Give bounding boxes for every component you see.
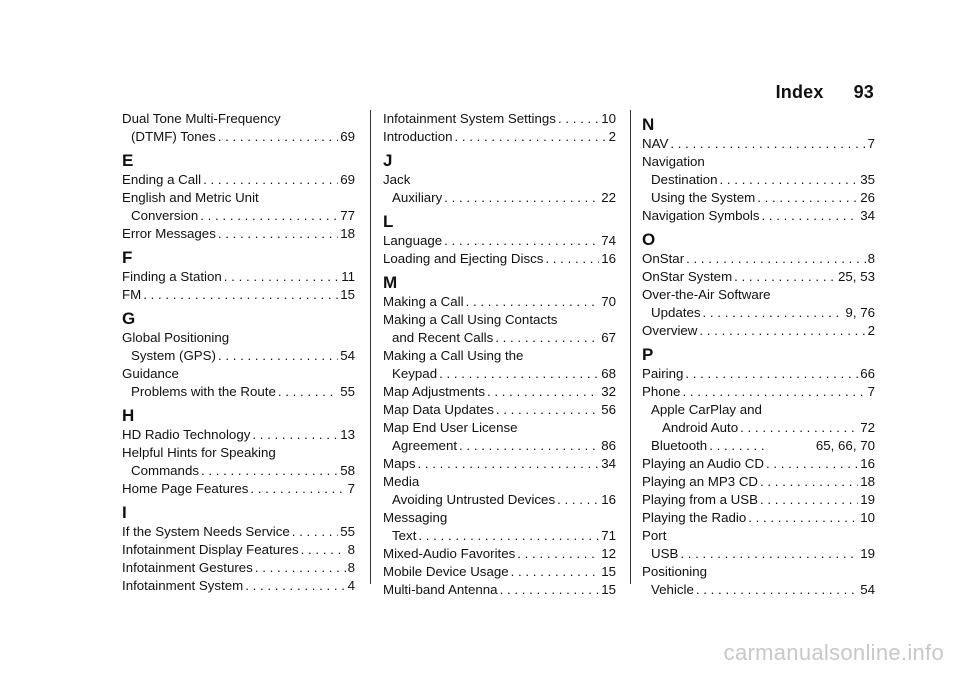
- entry-text: Infotainment Gestures: [122, 560, 253, 575]
- index-column-2: [383, 110, 616, 599]
- section-letter: N: [642, 115, 655, 134]
- index-entry: [642, 383, 875, 401]
- dot-leader: [558, 110, 599, 128]
- index-entry: [122, 128, 355, 146]
- section-letter: P: [642, 345, 654, 364]
- index-entry: [383, 545, 616, 563]
- index-entry: [642, 545, 875, 563]
- page-ref: 16: [860, 456, 875, 471]
- entry-text: Destination: [651, 172, 718, 187]
- page-ref: 55: [340, 384, 355, 399]
- dot-leader: [418, 455, 600, 473]
- index-entry: [642, 268, 875, 286]
- entry-text: Infotainment System Settings: [383, 111, 556, 126]
- dot-leader: [511, 563, 600, 581]
- dot-leader: [699, 322, 865, 340]
- index-heading: Media: [383, 474, 420, 489]
- column-divider: [370, 110, 371, 584]
- index-entry: [642, 581, 875, 599]
- index-entry: [642, 455, 875, 473]
- dot-leader: [496, 401, 599, 419]
- dot-leader: [760, 491, 858, 509]
- index-entry: [642, 509, 875, 527]
- index-entry: [122, 462, 355, 480]
- index-heading: Apple CarPlay and: [651, 402, 762, 417]
- entry-text: Text: [392, 528, 417, 543]
- index-title: Index: [775, 82, 824, 102]
- entry-text: Problems with the Route: [131, 384, 276, 399]
- entry-text: USB: [651, 546, 679, 561]
- page-ref: 26: [860, 190, 875, 205]
- entry-text: Map Adjustments: [383, 384, 485, 399]
- entry-text: Playing an Audio CD: [642, 456, 764, 471]
- page-ref: 7: [867, 136, 875, 151]
- entry-text: Map Data Updates: [383, 402, 494, 417]
- dot-leader: [557, 491, 599, 509]
- index-entry: [122, 541, 355, 559]
- entry-text: Multi-band Antenna: [383, 582, 498, 597]
- dot-leader: [685, 365, 858, 383]
- page-ref: 56: [601, 402, 616, 417]
- dot-leader: [720, 171, 859, 189]
- section-letter: F: [122, 248, 133, 267]
- dot-leader: [545, 250, 599, 268]
- entry-text: Updates: [651, 305, 701, 320]
- index-heading: English and Metric Unit: [122, 190, 259, 205]
- entry-text: Language: [383, 233, 443, 248]
- entry-text: Avoiding Untrusted Devices: [392, 492, 556, 507]
- index-heading: Jack: [383, 172, 411, 187]
- entry-text: Infotainment System: [122, 578, 244, 593]
- page-ref: 19: [860, 546, 875, 561]
- page-ref: 10: [860, 510, 875, 525]
- page-ref: 10: [601, 111, 616, 126]
- index-entry: [122, 286, 355, 304]
- index-column-1: [122, 110, 355, 595]
- dot-leader: [734, 268, 836, 286]
- page-ref: 86: [601, 438, 616, 453]
- entry-text: Introduction: [383, 129, 453, 144]
- page-ref: 18: [860, 474, 875, 489]
- dot-leader: [686, 250, 865, 268]
- entry-text: Agreement: [392, 438, 458, 453]
- section-letter: L: [383, 212, 394, 231]
- entry-text: Error Messages: [122, 226, 216, 241]
- entry-text: Ending a Call: [122, 172, 202, 187]
- dot-leader: [696, 581, 858, 599]
- dot-leader: [487, 383, 599, 401]
- page-ref: 15: [601, 582, 616, 597]
- index-entry: [122, 480, 355, 498]
- dot-leader: [418, 527, 599, 545]
- entry-text: Mobile Device Usage: [383, 564, 509, 579]
- page-ref: 70: [601, 294, 616, 309]
- dot-leader: [255, 559, 346, 577]
- index-entry: [122, 559, 355, 577]
- entry-text: FM: [122, 287, 142, 302]
- dot-leader: [670, 135, 865, 153]
- page-ref: 58: [340, 463, 355, 478]
- index-entry: [383, 189, 616, 207]
- section-letter: O: [642, 230, 656, 249]
- index-entry: [383, 383, 616, 401]
- index-entry: [642, 304, 875, 322]
- page-ref: 16: [601, 492, 616, 507]
- entry-text: Pairing: [642, 366, 684, 381]
- page-ref: 12: [601, 546, 616, 561]
- section-letter: G: [122, 309, 136, 328]
- entry-text: Navigation Symbols: [642, 208, 760, 223]
- index-entry: [642, 189, 875, 207]
- section-letter: H: [122, 406, 135, 425]
- index-heading: Over-the-Air Software: [642, 287, 771, 302]
- dot-leader: [200, 207, 338, 225]
- index-entry: [383, 232, 616, 250]
- entry-text: Playing an MP3 CD: [642, 474, 759, 489]
- index-entry: [383, 581, 616, 599]
- page-ref: 65, 66, 70: [815, 438, 875, 453]
- page-ref: 35: [860, 172, 875, 187]
- dot-leader: [218, 128, 338, 146]
- dot-leader: [203, 171, 338, 189]
- page-ref: 2: [867, 323, 875, 338]
- index-entry: [122, 523, 355, 541]
- dot-leader: [444, 232, 599, 250]
- index-heading: Dual Tone Multi-Frequency: [122, 111, 281, 126]
- section-letter: J: [383, 151, 393, 170]
- section-letter: E: [122, 151, 134, 170]
- page-ref: 19: [860, 492, 875, 507]
- dot-leader: [709, 437, 767, 455]
- index-entry: [383, 365, 616, 383]
- entry-text: (DTMF) Tones: [131, 129, 216, 144]
- index-entry: [383, 293, 616, 311]
- page-ref: 9, 76: [845, 305, 875, 320]
- entry-text: Auxiliary: [392, 190, 443, 205]
- entry-text: System (GPS): [131, 348, 216, 363]
- entry-text: Finding a Station: [122, 269, 222, 284]
- page-ref: 2: [608, 129, 616, 144]
- entry-text: Keypad: [392, 366, 438, 381]
- index-entry: [642, 437, 875, 455]
- page-ref: 77: [340, 208, 355, 223]
- entry-text: Playing from a USB: [642, 492, 759, 507]
- entry-text: and Recent Calls: [392, 330, 494, 345]
- page-ref: 66: [860, 366, 875, 381]
- page-ref: 15: [340, 287, 355, 302]
- section-letter: I: [122, 503, 127, 522]
- index-entry: [642, 491, 875, 509]
- index-entry: [642, 171, 875, 189]
- entry-text: Making a Call: [383, 294, 464, 309]
- index-column-3: [642, 110, 875, 599]
- page-ref: 8: [347, 542, 355, 557]
- page-ref: 16: [601, 251, 616, 266]
- entry-text: Infotainment Display Features: [122, 542, 299, 557]
- column-divider: [630, 110, 631, 584]
- entry-text: Loading and Ejecting Discs: [383, 251, 544, 266]
- dot-leader: [245, 577, 345, 595]
- page-ref: 69: [340, 129, 355, 144]
- dot-leader: [748, 509, 858, 527]
- page-ref: 71: [601, 528, 616, 543]
- index-entry: [642, 250, 875, 268]
- page-ref: 54: [340, 348, 355, 363]
- dot-leader: [680, 545, 858, 563]
- entry-text: Phone: [642, 384, 681, 399]
- page-ref: 11: [341, 269, 355, 284]
- dot-leader: [224, 268, 339, 286]
- dot-leader: [517, 545, 599, 563]
- page-ref: 7: [867, 384, 875, 399]
- dot-leader: [495, 329, 599, 347]
- index-entry: [383, 455, 616, 473]
- page-header: [776, 82, 874, 103]
- dot-leader: [500, 581, 600, 599]
- index-entry: [383, 250, 616, 268]
- entry-text: Conversion: [131, 208, 199, 223]
- page-ref: 8: [347, 560, 355, 575]
- index-entry: [642, 419, 875, 437]
- page-number: 93: [853, 82, 874, 102]
- dot-leader: [760, 473, 858, 491]
- entry-text: Bluetooth: [651, 438, 708, 453]
- index-heading: Map End User License: [383, 420, 518, 435]
- dot-leader: [454, 128, 606, 146]
- page-ref: 34: [601, 456, 616, 471]
- index-entry: [122, 207, 355, 225]
- index-entry: [122, 171, 355, 189]
- index-entry: [122, 347, 355, 365]
- index-heading: Global Positioning: [122, 330, 230, 345]
- index-entry: [642, 322, 875, 340]
- index-entry: [642, 473, 875, 491]
- page-ref: 74: [601, 233, 616, 248]
- entry-text: Android Auto: [662, 420, 739, 435]
- dot-leader: [762, 207, 859, 225]
- page-ref: 54: [860, 582, 875, 597]
- index-heading: Guidance: [122, 366, 179, 381]
- dot-leader: [201, 462, 338, 480]
- dot-leader: [278, 383, 338, 401]
- index-heading: Helpful Hints for Speaking: [122, 445, 276, 460]
- dot-leader: [301, 541, 346, 559]
- index-entry: [122, 225, 355, 243]
- index-entry: [122, 426, 355, 444]
- dot-leader: [766, 455, 858, 473]
- page-ref: 22: [601, 190, 616, 205]
- index-entry: [383, 563, 616, 581]
- index-heading: Messaging: [383, 510, 448, 525]
- dot-leader: [250, 480, 345, 498]
- index-entry: [383, 329, 616, 347]
- dot-leader: [439, 365, 599, 383]
- index-entry: [642, 365, 875, 383]
- dot-leader: [740, 419, 858, 437]
- entry-text: Commands: [131, 463, 199, 478]
- dot-leader: [757, 189, 858, 207]
- page-ref: 18: [340, 226, 355, 241]
- page-ref: 72: [860, 420, 875, 435]
- entry-text: Overview: [642, 323, 698, 338]
- index-heading: Positioning: [642, 564, 708, 579]
- entry-text: Vehicle: [651, 582, 694, 597]
- dot-leader: [252, 426, 338, 444]
- index-entry: [383, 401, 616, 419]
- dot-leader: [459, 437, 599, 455]
- entry-text: HD Radio Technology: [122, 427, 251, 442]
- index-entry: [383, 491, 616, 509]
- entry-text: Maps: [383, 456, 416, 471]
- dot-leader: [703, 304, 844, 322]
- entry-text: Playing the Radio: [642, 510, 747, 525]
- page-ref: 15: [601, 564, 616, 579]
- page-ref: 25, 53: [838, 269, 875, 284]
- index-entry: [122, 577, 355, 595]
- entry-text: Mixed-Audio Favorites: [383, 546, 516, 561]
- dot-leader: [143, 286, 338, 304]
- page-ref: 69: [340, 172, 355, 187]
- dot-leader: [218, 347, 338, 365]
- index-heading: Making a Call Using Contacts: [383, 312, 558, 327]
- index-heading: Making a Call Using the: [383, 348, 524, 363]
- dot-leader: [466, 293, 600, 311]
- entry-text: If the System Needs Service: [122, 524, 290, 539]
- dot-leader: [444, 189, 599, 207]
- dot-leader: [218, 225, 338, 243]
- index-entry: [383, 527, 616, 545]
- index-entry: [642, 135, 875, 153]
- page-ref: 4: [347, 578, 355, 593]
- index-entry: [122, 383, 355, 401]
- dot-leader: [292, 523, 338, 541]
- index-entry: [383, 128, 616, 146]
- entry-text: Using the System: [651, 190, 756, 205]
- index-heading: Port: [642, 528, 667, 543]
- page-ref: 34: [860, 208, 875, 223]
- index-entry: [642, 207, 875, 225]
- index-entry: [383, 437, 616, 455]
- entry-text: Home Page Features: [122, 481, 249, 496]
- page-ref: 55: [340, 524, 355, 539]
- index-entry: [383, 110, 616, 128]
- page-ref: 32: [601, 384, 616, 399]
- page-ref: 67: [601, 330, 616, 345]
- watermark: carmanualsonline.info: [723, 640, 944, 665]
- dot-leader: [682, 383, 865, 401]
- page-ref: 13: [340, 427, 355, 442]
- index-heading: Navigation: [642, 154, 705, 169]
- entry-text: OnStar System: [642, 269, 733, 284]
- page-ref: 68: [601, 366, 616, 381]
- page-ref: 8: [867, 251, 875, 266]
- section-letter: M: [383, 273, 398, 292]
- index-entry: [122, 268, 355, 286]
- page-ref: 7: [347, 481, 355, 496]
- entry-text: NAV: [642, 136, 669, 151]
- entry-text: OnStar: [642, 251, 685, 266]
